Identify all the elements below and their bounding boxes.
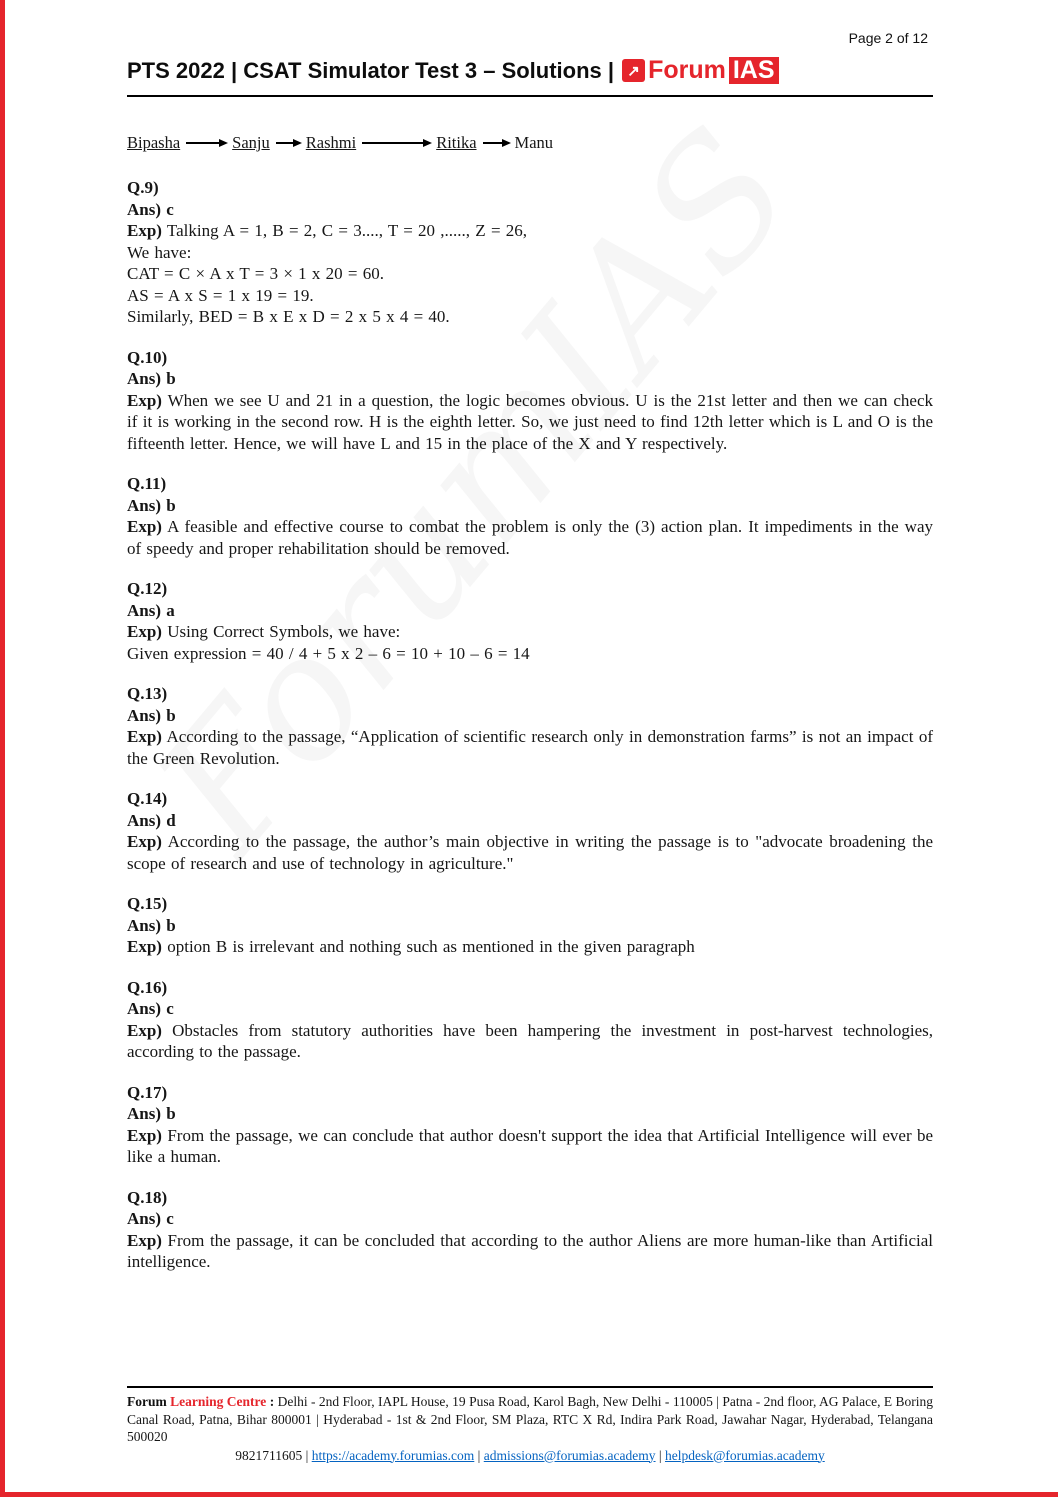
arrow-up-right-icon: ↗ bbox=[622, 59, 645, 82]
explanation-line bbox=[127, 726, 933, 769]
exp-label: Exp) bbox=[127, 221, 162, 240]
exp-label: Exp) bbox=[127, 622, 162, 641]
document-footer bbox=[127, 1386, 933, 1464]
arrow-right-icon bbox=[483, 142, 503, 144]
page-edge-left-red-line bbox=[0, 0, 5, 1497]
logo-ias-text: IAS bbox=[729, 57, 779, 84]
explanation-line bbox=[127, 936, 933, 958]
explanation-line bbox=[127, 1020, 933, 1063]
answer-line: Ans) c bbox=[127, 1209, 174, 1228]
question-number: Q.14) bbox=[127, 789, 168, 808]
diagram-name-sanju: Sanju bbox=[232, 133, 270, 152]
page-title: PTS 2022 | CSAT Simulator Test 3 – Solutions | bbox=[127, 57, 615, 83]
answer-line: Ans) a bbox=[127, 600, 175, 620]
footer-brand-colon: : bbox=[269, 1394, 275, 1409]
exp-text: From the passage, we can conclude that author doesn't support the idea that Artificial Intelligence will ever be like a human. bbox=[127, 1125, 934, 1166]
question-block-q17 bbox=[127, 1082, 933, 1168]
answer-line: Ans) c bbox=[127, 999, 174, 1018]
page-edge-bottom-red-line bbox=[0, 1492, 1058, 1497]
answer-line: Ans) b bbox=[127, 915, 176, 935]
page-indicator: Page 2 of 12 bbox=[848, 30, 928, 46]
footer-phone: 9821711605 bbox=[235, 1447, 303, 1463]
footer-separator: | bbox=[305, 1447, 309, 1463]
diagram-name-rashmi: Rashmi bbox=[305, 133, 357, 152]
exp-label: Exp) bbox=[127, 937, 162, 956]
exp-label: Exp) bbox=[127, 832, 162, 851]
exp-text: According to the passage, “Application of scientific research only in demonstration farms” is not an impact of the Green Revolution. bbox=[127, 727, 934, 768]
question-number: Q.12) bbox=[127, 579, 168, 598]
footer-address-block bbox=[127, 1393, 933, 1446]
exp-text: Talking A = 1, B = 2, C = 3...., T = 20 ,....., Z = 26, bbox=[166, 221, 528, 240]
document-header bbox=[127, 56, 933, 97]
question-number: Q.9) bbox=[127, 178, 159, 197]
question-number: Q.10) bbox=[127, 347, 168, 367]
explanation-line bbox=[127, 220, 933, 242]
exp-text: A feasible and effective course to combat the problem is only the (3) action plan. It impediments in the way of speedy and proper rehabilitation should be removed. bbox=[127, 517, 934, 558]
question-block-q16 bbox=[127, 977, 933, 1063]
explanation-line bbox=[127, 1230, 933, 1273]
answer-line: Ans) b bbox=[127, 369, 176, 388]
explanation-line: Similarly, BED = B x E x D = 2 x 5 x 4 = 40. bbox=[127, 307, 450, 326]
forumias-logo bbox=[622, 56, 778, 85]
question-number: Q.17) bbox=[127, 1082, 168, 1102]
question-number: Q.13) bbox=[127, 684, 168, 703]
explanation-line bbox=[127, 831, 933, 874]
content-area bbox=[127, 133, 933, 1292]
diagram-name-manu: Manu bbox=[514, 133, 554, 152]
answer-line: Ans) b bbox=[127, 495, 176, 515]
diagram-name-bipasha: Bipasha bbox=[127, 133, 181, 152]
exp-text: option B is irrelevant and nothing such as mentioned in the given paragraph bbox=[167, 937, 695, 956]
question-block-q15 bbox=[127, 893, 933, 958]
answer-line: Ans) d bbox=[127, 810, 176, 830]
answer-line: Ans) b bbox=[127, 705, 176, 725]
arrow-right-icon bbox=[276, 142, 294, 144]
exp-text: Using Correct Symbols, we have: bbox=[167, 622, 401, 641]
exp-label: Exp) bbox=[127, 517, 162, 536]
question-block-q9 bbox=[127, 177, 933, 328]
name-sequence-diagram bbox=[127, 133, 933, 153]
footer-link-admissions-email[interactable]: admissions@forumias.academy bbox=[483, 1447, 656, 1463]
question-block-q14 bbox=[127, 788, 933, 874]
arrow-right-icon bbox=[186, 142, 220, 144]
explanation-line: Given expression = 40 / 4 + 5 x 2 – 6 = 10 + 10 – 6 = 14 bbox=[127, 643, 530, 663]
footer-addresses: Delhi - 2nd Floor, IAPL House, 19 Pusa Road, Karol Bagh, New Delhi - 110005 | Patna - 2nd floor, AG Palace, E Boring Canal Road, Patna, Bihar 800001 | Hyderabad - 1st & 2nd Floor, SM Plaza, RTC X Rd, Indira Park Road, Jawahar Nagar, Hyderabad, Telangana 500020 bbox=[127, 1394, 934, 1444]
footer-brand-forum: Forum bbox=[127, 1394, 167, 1409]
question-block-q11 bbox=[127, 473, 933, 559]
arrow-right-icon bbox=[362, 142, 424, 144]
exp-text: According to the passage, the author’s main objective in writing the passage is to "advocate broadening the scope of research and use of technology in agriculture." bbox=[127, 832, 933, 873]
question-number: Q.11) bbox=[127, 474, 167, 493]
question-number: Q.16) bbox=[127, 977, 168, 997]
question-number: Q.18) bbox=[127, 1187, 168, 1207]
footer-separator: | bbox=[658, 1447, 662, 1463]
footer-separator: | bbox=[477, 1447, 481, 1463]
footer-brand-learning-centre: Learning Centre bbox=[170, 1394, 267, 1409]
question-block-q12 bbox=[127, 578, 933, 664]
explanation-line bbox=[127, 1125, 933, 1168]
question-number: Q.15) bbox=[127, 894, 168, 913]
question-block-q18 bbox=[127, 1187, 933, 1273]
exp-text: Obstacles from statutory authorities have been hampering the investment in post-harvest technologies, according to the passage. bbox=[127, 1020, 934, 1061]
exp-label: Exp) bbox=[127, 390, 162, 410]
explanation-line bbox=[127, 516, 933, 559]
footer-links-line bbox=[127, 1447, 933, 1465]
diagram-name-ritika: Ritika bbox=[436, 133, 477, 152]
exp-text: When we see U and 21 in a question, the logic becomes obvious. U is the 21st letter and then we can check if it is working in the second row. H is the eighth letter. So, we just need to find 12th letter which is L and O is the fifteenth letter. Hence, we will have L and 15 in the place of the X and Y respectively. bbox=[127, 390, 933, 453]
exp-label: Exp) bbox=[127, 1125, 162, 1145]
exp-label: Exp) bbox=[127, 727, 162, 746]
explanation-line bbox=[127, 621, 933, 643]
exp-text: From the passage, it can be concluded that according to the author Aliens are more human-like than Artificial intelligence. bbox=[127, 1230, 933, 1271]
footer-link-academy[interactable]: https://academy.forumias.com bbox=[311, 1447, 475, 1463]
logo-forum-text: Forum bbox=[648, 56, 726, 84]
exp-label: Exp) bbox=[127, 1230, 162, 1250]
explanation-line: AS = A x S = 1 x 19 = 19. bbox=[127, 285, 314, 305]
explanation-line: We have: bbox=[127, 242, 192, 262]
explanation-line: CAT = C × A x T = 3 × 1 x 20 = 60. bbox=[127, 264, 385, 283]
exp-label: Exp) bbox=[127, 1020, 162, 1040]
question-block-q13 bbox=[127, 683, 933, 769]
answer-line: Ans) b bbox=[127, 1104, 176, 1123]
explanation-line bbox=[127, 390, 933, 455]
footer-link-helpdesk-email[interactable]: helpdesk@forumias.academy bbox=[664, 1447, 825, 1463]
question-block-q10 bbox=[127, 347, 933, 455]
answer-line: Ans) c bbox=[127, 199, 174, 219]
